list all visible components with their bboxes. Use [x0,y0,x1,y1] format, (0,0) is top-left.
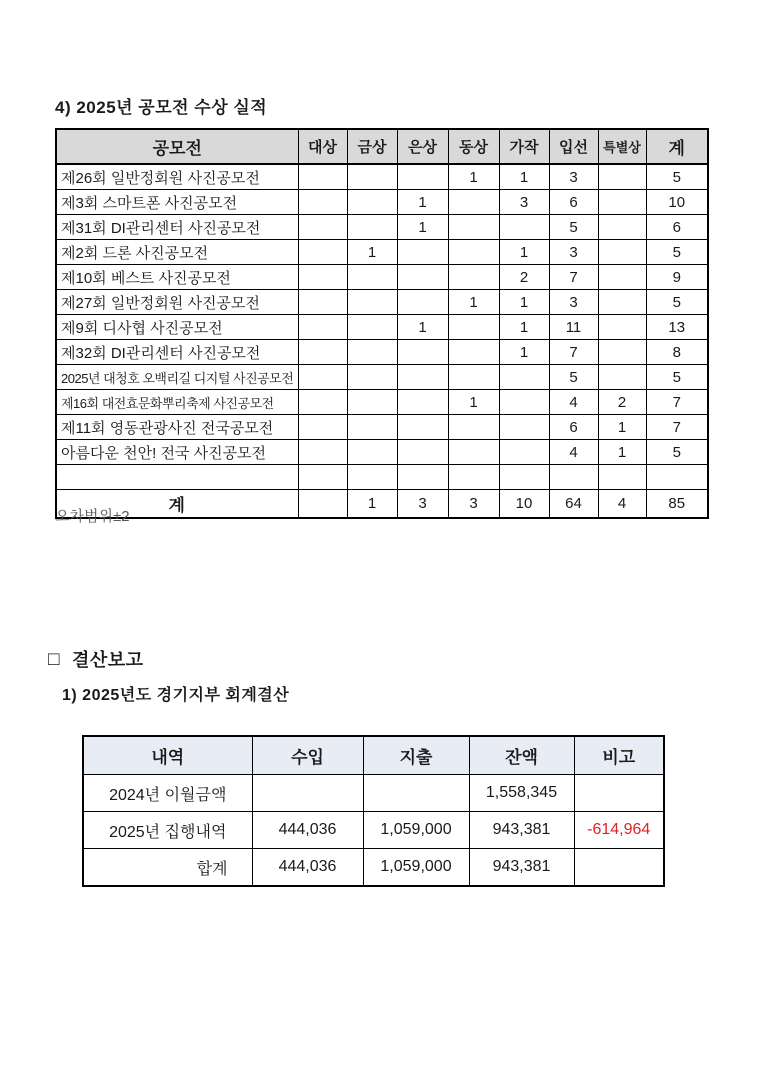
award-col-header: 가작 [499,129,549,164]
award-count-cell [598,240,646,265]
award-count-cell: 7 [646,390,708,415]
award-table-row [56,290,708,315]
award-count-cell [347,465,397,490]
award-count-cell: 13 [646,315,708,340]
award-col-header: 입선 [549,129,598,164]
award-count-cell [598,340,646,365]
award-total-count-cell: 3 [397,490,448,519]
settlement-amount-cell: -614,964 [574,812,664,849]
settlement-table-row [83,849,664,887]
award-count-cell [298,190,347,215]
award-results-table [55,128,709,519]
contest-name-cell: 제26회 일반정회원 사진공모전 [56,164,298,190]
award-count-cell [347,215,397,240]
award-total-count-cell: 64 [549,490,598,519]
award-count-cell [347,290,397,315]
award-count-cell [347,440,397,465]
award-count-cell [347,415,397,440]
award-table-row [56,215,708,240]
award-table-row [56,190,708,215]
award-count-cell [448,465,499,490]
award-count-cell: 1 [499,164,549,190]
error-range-note: 오차범위±2 [55,508,130,525]
award-count-cell [298,315,347,340]
award-count-cell [298,365,347,390]
award-count-cell: 3 [549,240,598,265]
award-count-cell [397,365,448,390]
award-count-cell [499,440,549,465]
settlement-amount-cell: 1,059,000 [363,849,469,887]
settlement-col-header: 잔액 [469,736,574,775]
settlement-amount-cell [574,775,664,812]
award-count-cell: 7 [549,340,598,365]
contest-name-cell: 제3회 스마트폰 사진공모전 [56,190,298,215]
award-count-cell [598,465,646,490]
award-table-row [56,315,708,340]
award-count-cell: 1 [397,215,448,240]
award-count-cell [448,315,499,340]
award-count-cell [347,164,397,190]
award-total-row [56,490,708,519]
award-count-cell: 1 [499,340,549,365]
settlement-amount-cell: 1,059,000 [363,812,469,849]
award-count-cell [397,465,448,490]
award-table-row [56,465,708,490]
settlement-col-header: 내역 [83,736,252,775]
award-total-count-cell: 10 [499,490,549,519]
checkbox-square-icon: □ [48,648,60,670]
settlement-table-body [83,775,664,887]
settlement-amount-cell [363,775,469,812]
award-count-cell [298,265,347,290]
award-count-cell [598,215,646,240]
award-count-cell [347,265,397,290]
award-count-cell [448,190,499,215]
award-count-cell [397,340,448,365]
award-count-cell: 1 [448,290,499,315]
award-col-header: 동상 [448,129,499,164]
award-count-cell: 4 [549,390,598,415]
award-count-cell [598,265,646,290]
award-count-cell [397,390,448,415]
award-count-cell [499,465,549,490]
award-count-cell [298,164,347,190]
award-count-cell: 6 [549,415,598,440]
award-count-cell: 1 [499,240,549,265]
award-count-cell [598,365,646,390]
award-col-header: 계 [646,129,708,164]
settlement-item-cell: 2024년 이월금액 [83,775,252,812]
award-count-cell: 1 [598,440,646,465]
award-total-count-cell: 4 [598,490,646,519]
award-count-cell [397,290,448,315]
award-count-cell: 1 [499,315,549,340]
contest-name-cell: 제27회 일반정회원 사진공모전 [56,290,298,315]
award-count-cell [549,465,598,490]
settlement-amount-cell: 444,036 [252,812,363,849]
settlement-amount-cell: 943,381 [469,812,574,849]
award-count-cell [298,290,347,315]
settlement-item-cell: 합계 [83,849,252,887]
award-total-count-cell: 3 [448,490,499,519]
award-total-count-cell: 85 [646,490,708,519]
settlement-amount-cell: 444,036 [252,849,363,887]
award-count-cell: 5 [646,365,708,390]
award-count-cell: 1 [397,190,448,215]
contest-name-cell: 제11회 영동관광사진 전국공모전 [56,415,298,440]
award-count-cell: 10 [646,190,708,215]
award-count-cell: 6 [646,215,708,240]
settlement-heading-label: 결산보고 [71,650,144,670]
award-col-header: 특별상 [598,129,646,164]
settlement-table [82,735,665,887]
award-col-header: 대상 [298,129,347,164]
award-count-cell [499,365,549,390]
contest-name-cell: 제16회 대전효문화뿌리축제 사진공모전 [56,390,298,415]
award-count-cell [347,315,397,340]
award-count-cell [347,365,397,390]
award-count-cell: 5 [646,290,708,315]
contest-name-cell: 제32회 DI관리센터 사진공모전 [56,340,298,365]
settlement-amount-cell [252,775,363,812]
award-count-cell: 5 [549,365,598,390]
award-count-cell [298,240,347,265]
award-count-cell [397,164,448,190]
award-count-cell [397,265,448,290]
award-count-cell [347,340,397,365]
award-count-cell: 1 [397,315,448,340]
award-count-cell: 7 [646,415,708,440]
award-count-cell: 9 [646,265,708,290]
award-count-cell [499,390,549,415]
award-count-cell [298,465,347,490]
settlement-amount-cell: 1,558,345 [469,775,574,812]
award-total-count-cell [298,490,347,519]
award-count-cell [448,215,499,240]
award-col-header: 은상 [397,129,448,164]
award-count-cell [448,365,499,390]
award-col-header: 공모전 [56,129,298,164]
award-count-cell: 6 [549,190,598,215]
award-table-row [56,340,708,365]
award-count-cell: 4 [549,440,598,465]
award-count-cell: 1 [499,290,549,315]
award-count-cell: 1 [347,240,397,265]
award-count-cell [298,215,347,240]
settlement-amount-cell: 943,381 [469,849,574,887]
award-count-cell [499,415,549,440]
award-table-row [56,440,708,465]
settlement-table-row [83,812,664,849]
award-table-row [56,265,708,290]
settlement-item-cell: 2025년 집행내역 [83,812,252,849]
contest-name-cell: 아름다운 천안! 전국 사진공모전 [56,440,298,465]
award-count-cell [298,440,347,465]
award-count-cell: 3 [499,190,549,215]
award-count-cell [347,390,397,415]
award-count-cell [298,415,347,440]
award-count-cell: 3 [549,290,598,315]
award-count-cell: 7 [549,265,598,290]
award-count-cell: 1 [448,390,499,415]
award-table-row [56,365,708,390]
award-count-cell [397,415,448,440]
award-section-title: 4) 2025년 공모전 수상 실적 [55,98,268,117]
award-count-cell [448,440,499,465]
settlement-amount-cell [574,849,664,887]
award-count-cell: 5 [646,164,708,190]
award-count-cell [448,265,499,290]
award-count-cell [397,240,448,265]
award-count-cell [598,290,646,315]
award-count-cell: 1 [598,415,646,440]
award-count-cell [448,415,499,440]
award-count-cell [598,190,646,215]
contest-name-cell: 제10회 베스트 사진공모전 [56,265,298,290]
award-table-row [56,390,708,415]
award-count-cell [448,340,499,365]
award-count-cell: 5 [646,240,708,265]
award-total-count-cell: 1 [347,490,397,519]
settlement-col-header: 지출 [363,736,469,775]
settlement-subheading: 1) 2025년도 경기지부 회계결산 [62,687,290,704]
award-header-row [56,129,708,164]
award-count-cell [499,215,549,240]
award-count-cell: 8 [646,340,708,365]
award-count-cell: 1 [448,164,499,190]
award-count-cell: 5 [646,440,708,465]
settlement-heading [48,646,144,672]
award-count-cell [298,390,347,415]
settlement-col-header: 수입 [252,736,363,775]
award-table-row [56,415,708,440]
award-count-cell [347,190,397,215]
award-count-cell: 2 [598,390,646,415]
settlement-header-row [83,736,664,775]
award-count-cell: 11 [549,315,598,340]
award-count-cell [598,164,646,190]
settlement-col-header: 비고 [574,736,664,775]
award-count-cell [598,315,646,340]
settlement-table-row [83,775,664,812]
award-count-cell: 2 [499,265,549,290]
award-col-header: 금상 [347,129,397,164]
contest-name-cell: 제9회 디사협 사진공모전 [56,315,298,340]
award-count-cell [448,240,499,265]
award-table-row [56,240,708,265]
contest-name-cell: 제31회 DI관리센터 사진공모전 [56,215,298,240]
award-count-cell [298,340,347,365]
contest-name-cell [56,465,298,490]
contest-name-cell: 2025년 대청호 오백리길 디지털 사진공모전 [56,365,298,390]
award-table-body [56,164,708,490]
award-total-label-cell: 계 [56,490,298,519]
award-count-cell [646,465,708,490]
award-count-cell: 5 [549,215,598,240]
award-table-row [56,164,708,190]
award-count-cell: 3 [549,164,598,190]
award-count-cell [397,440,448,465]
contest-name-cell: 제2회 드론 사진공모전 [56,240,298,265]
